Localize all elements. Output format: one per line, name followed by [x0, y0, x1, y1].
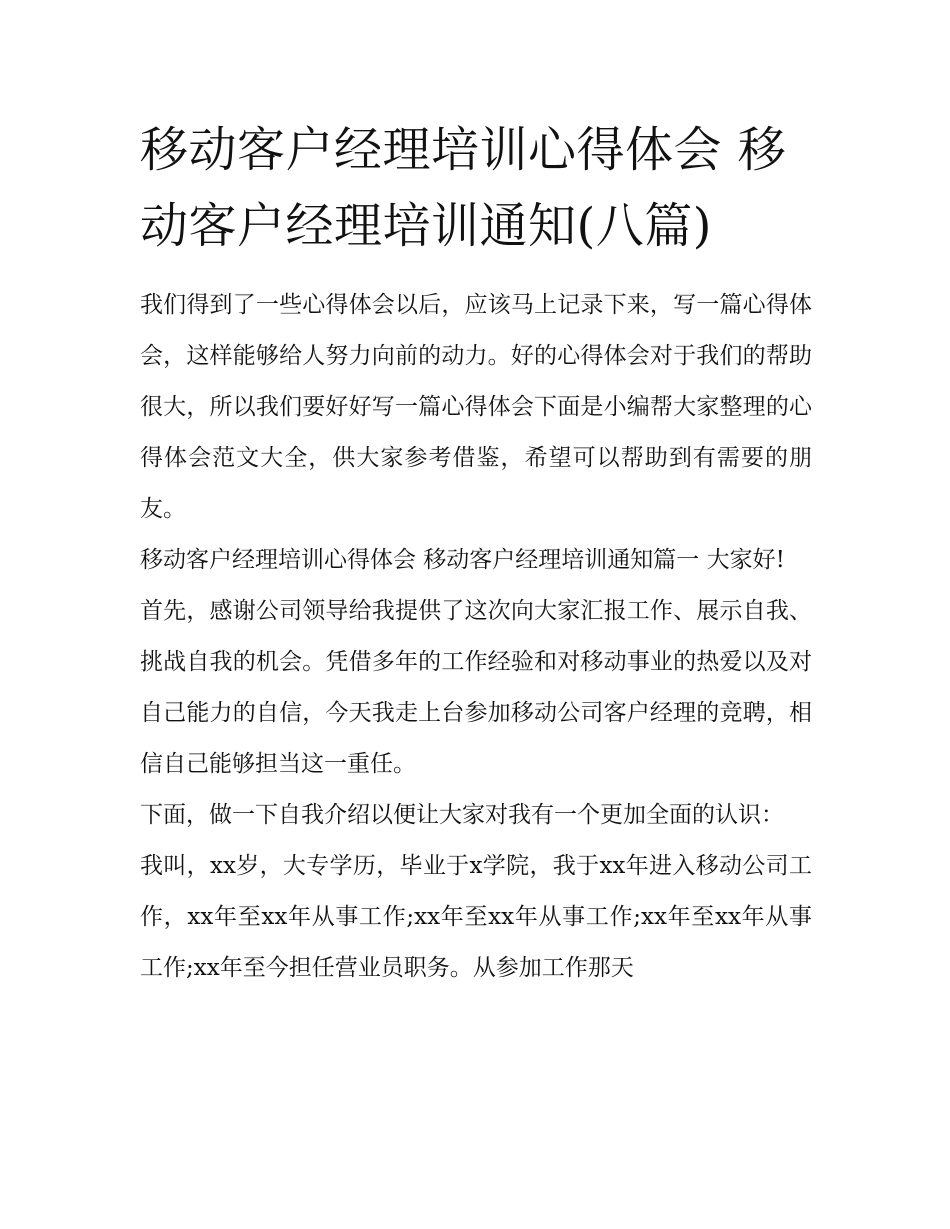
- paragraph-self-intro-lead: 下面，做一下自我介绍以便让大家对我有一个更加全面的认识：: [140, 802, 784, 828]
- paragraph-section-heading: 移动客户经理培训心得体会 移动客户经理培训通知篇一 大家好!: [140, 547, 785, 573]
- document-title: 移动客户经理培训心得体会 移动客户经理培训通知(八篇): [140, 122, 787, 254]
- paragraph-thanks: 首先，感谢公司领导给我提供了这次向大家汇报工作、展示自我、挑战自我的机会。凭借多年的工作经验和对移动事业的热爱以及对自己能力的自信，今天我走上台参加移动公司客户经理的竞聘，相信自己能够担当这一重任。: [140, 598, 812, 777]
- document-page: [140, 112, 812, 994]
- paragraph-self-intro: 我叫，xx岁，大专学历，毕业于x学院，我于xx年进入移动公司工作，xx年至xx年从事工作;xx年至xx年从事工作;xx年至xx年从事工作;xx年至今担任营业员职务。从参加工作那天: [140, 853, 812, 981]
- document-body: [140, 280, 812, 994]
- paragraph-intro: 我们得到了一些心得体会以后，应该马上记录下来，写一篇心得体会，这样能够给人努力向前的动力。好的心得体会对于我们的帮助很大，所以我们要好好写一篇心得体会下面是小编帮大家整理的心得体会范文大全，供大家参考借鉴，希望可以帮助到有需要的朋友。: [140, 292, 812, 522]
